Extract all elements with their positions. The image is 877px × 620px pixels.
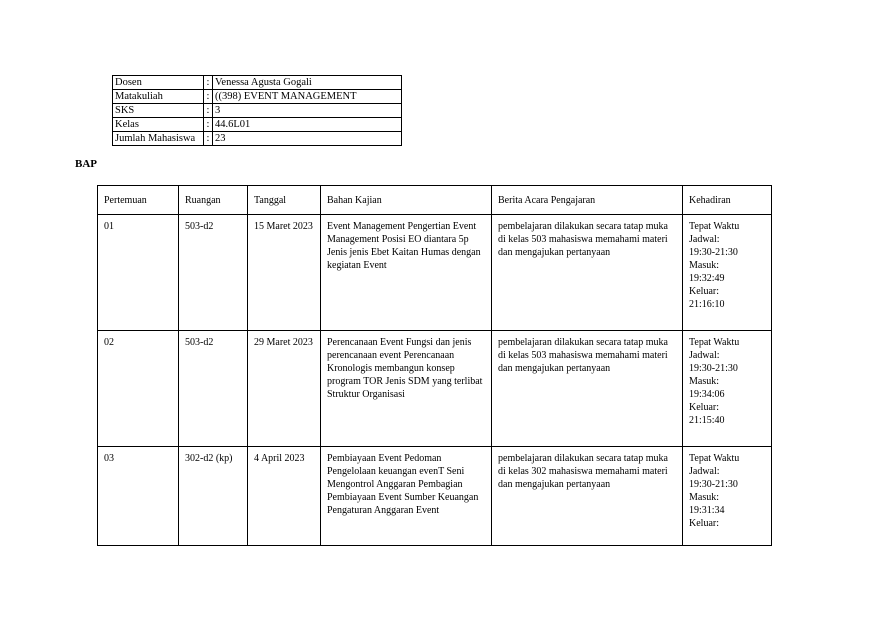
kehadiran-masuk-label: Masuk:: [689, 260, 719, 271]
info-separator: :: [204, 76, 213, 90]
cell-tanggal: 29 Maret 2023: [248, 331, 321, 447]
kehadiran-status: Tepat Waktu: [689, 453, 740, 464]
info-value: 44.6L01: [213, 118, 402, 132]
info-separator: :: [204, 132, 213, 146]
info-row-sks: [113, 104, 402, 118]
cell-ruangan: 503-d2: [179, 215, 248, 331]
info-label: Dosen: [113, 76, 204, 90]
cell-bahan-kajian: Pembiayaan Event Pedoman Pengelolaan keuangan evenT Seni Mengontrol Anggaran Pembagian Pembiayaan Event Sumber Keuangan Pengaturan Anggaran Event: [321, 447, 492, 546]
table-row: [98, 215, 772, 331]
kehadiran-jadwal-label: Jadwal:: [689, 234, 720, 245]
kehadiran-masuk-label: Masuk:: [689, 492, 719, 503]
cell-pertemuan: 03: [98, 447, 179, 546]
kehadiran-keluar-value: 21:15:40: [689, 415, 725, 426]
cell-berita-acara: pembelajaran dilakukan secara tatap muka di kelas 503 mahasiswa memahami materi dan mengajukan pertanyaan: [492, 215, 683, 331]
kehadiran-jadwal-value: 19:30-21:30: [689, 363, 738, 374]
header-tanggal: Tanggal: [248, 186, 321, 215]
cell-berita-acara: pembelajaran dilakukan secara tatap muka di kelas 503 mahasiswa memahami materi dan mengajukan pertanyaan: [492, 331, 683, 447]
cell-bahan-kajian: Perencanaan Event Fungsi dan jenis perencanaan event Perencanaan Kronologis membangun konsep program TOR Jenis SDM yang terlibat Struktur Organisasi: [321, 331, 492, 447]
cell-kehadiran: [683, 215, 772, 331]
kehadiran-keluar-label: Keluar:: [689, 402, 719, 413]
kehadiran-jadwal-value: 19:30-21:30: [689, 479, 738, 490]
info-separator: :: [204, 90, 213, 104]
info-label: SKS: [113, 104, 204, 118]
info-value: Venessa Agusta Gogali: [213, 76, 402, 90]
header-pertemuan: Pertemuan: [98, 186, 179, 215]
kehadiran-keluar-value: 21:16:10: [689, 299, 725, 310]
kehadiran-keluar-label: Keluar:: [689, 286, 719, 297]
kehadiran-masuk-value: 19:31:34: [689, 505, 725, 516]
info-value: ((398) EVENT MANAGEMENT: [213, 90, 402, 104]
table-row: [98, 331, 772, 447]
table-header-row: [98, 186, 772, 215]
cell-berita-acara: pembelajaran dilakukan secara tatap muka di kelas 302 mahasiswa memahami materi dan mengajukan pertanyaan: [492, 447, 683, 546]
cell-ruangan: 302-d2 (kp): [179, 447, 248, 546]
table-row: [98, 447, 772, 546]
kehadiran-status: Tepat Waktu: [689, 337, 740, 348]
cell-tanggal: 4 April 2023: [248, 447, 321, 546]
info-row-kelas: [113, 118, 402, 132]
bap-heading: BAP: [75, 158, 97, 170]
kehadiran-status: Tepat Waktu: [689, 221, 740, 232]
info-label: Kelas: [113, 118, 204, 132]
cell-kehadiran: [683, 331, 772, 447]
kehadiran-masuk-label: Masuk:: [689, 376, 719, 387]
info-label: Jumlah Mahasiswa: [113, 132, 204, 146]
info-label: Matakuliah: [113, 90, 204, 104]
info-separator: :: [204, 104, 213, 118]
header-ruangan: Ruangan: [179, 186, 248, 215]
bap-table: [97, 185, 772, 546]
info-row-matakuliah: [113, 90, 402, 104]
info-value: 23: [213, 132, 402, 146]
header-berita-acara: Berita Acara Pengajaran: [492, 186, 683, 215]
cell-tanggal: 15 Maret 2023: [248, 215, 321, 331]
info-row-jumlah-mahasiswa: [113, 132, 402, 146]
cell-pertemuan: 02: [98, 331, 179, 447]
kehadiran-keluar-label: Keluar:: [689, 518, 719, 529]
info-separator: :: [204, 118, 213, 132]
kehadiran-jadwal-value: 19:30-21:30: [689, 247, 738, 258]
cell-kehadiran: [683, 447, 772, 546]
course-info-table: [112, 75, 402, 146]
cell-bahan-kajian: Event Management Pengertian Event Management Posisi EO diantara 5p Jenis jenis Ebet Kaitan Humas dengan kegiatan Event: [321, 215, 492, 331]
kehadiran-masuk-value: 19:34:06: [689, 389, 725, 400]
info-value: 3: [213, 104, 402, 118]
kehadiran-jadwal-label: Jadwal:: [689, 466, 720, 477]
kehadiran-masuk-value: 19:32:49: [689, 273, 725, 284]
cell-pertemuan: 01: [98, 215, 179, 331]
cell-ruangan: 503-d2: [179, 331, 248, 447]
header-kehadiran: Kehadiran: [683, 186, 772, 215]
header-bahan-kajian: Bahan Kajian: [321, 186, 492, 215]
kehadiran-jadwal-label: Jadwal:: [689, 350, 720, 361]
info-row-dosen: [113, 76, 402, 90]
